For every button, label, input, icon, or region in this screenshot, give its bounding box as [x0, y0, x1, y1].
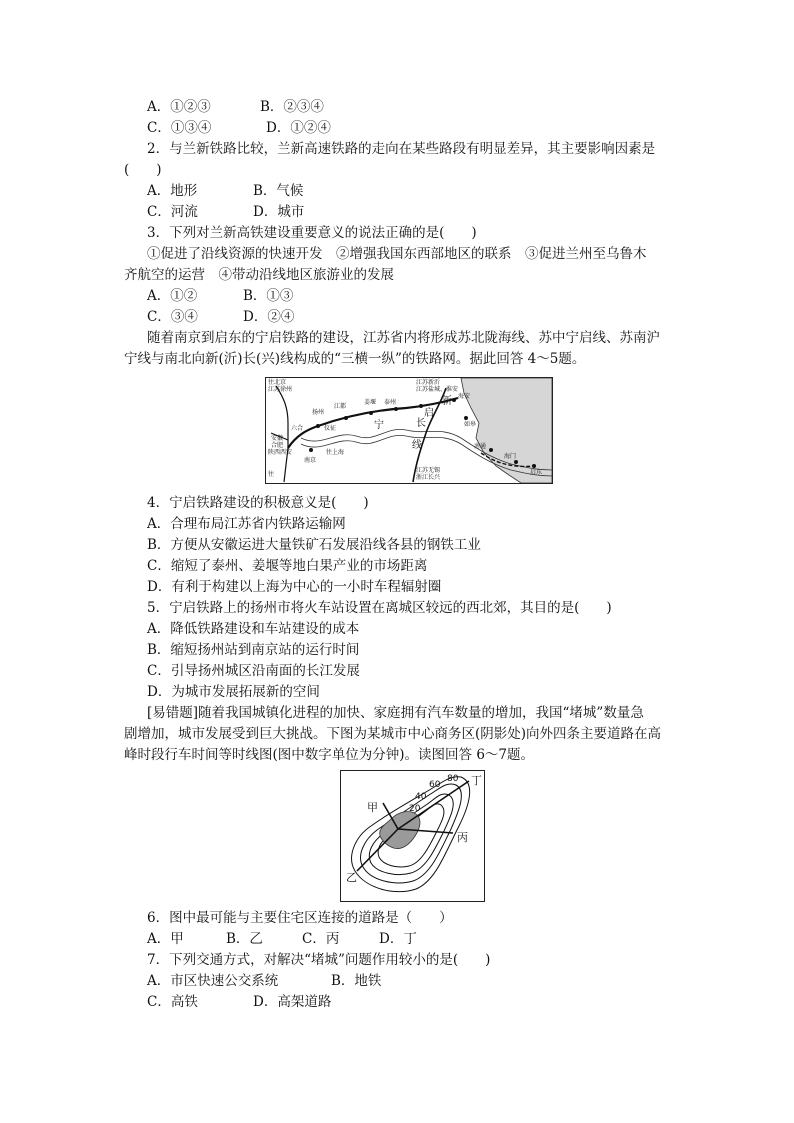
q6-option-c: C．丙 — [302, 931, 340, 947]
q5-stem: 5．宁启铁路上的扬州市将火车站设置在离城区较远的西北郊，其目的是( ) — [147, 600, 612, 616]
q4-option-b: B．方便从安徽运进大量铁矿石发展沿线各县的钢铁工业 — [147, 537, 481, 553]
map1-label: 启 — [424, 408, 434, 419]
map1-label: 浙江长兴 — [416, 474, 441, 481]
map1-label: 扬州 — [312, 409, 325, 416]
q5-option-d: D．为城市发展拓展新的空间 — [147, 684, 320, 700]
map1-label: 如皋 — [464, 421, 477, 428]
q6-option-a: A．甲 — [147, 931, 184, 947]
q6-option-b: B．乙 — [226, 931, 263, 947]
map1-label: 江苏徐州 — [268, 386, 293, 393]
map1-label: 往北京 — [268, 379, 287, 386]
contour-label-40: 40 — [415, 792, 427, 802]
q1-option-d: D．①②④ — [266, 120, 331, 136]
q3-statements-cont: 齐航空的运营 ④带动沿线地区旅游业的发展 — [124, 267, 394, 283]
q1-option-c: C．①③④ — [147, 120, 212, 136]
intro-q6-7-cont2: 峰时段行车时间等时线图(图中数字单位为分钟)。读图回答 6～7题。 — [124, 747, 535, 763]
isochrone-map — [340, 770, 485, 902]
map1-label: 泰州 — [384, 399, 397, 406]
q6-stem: 6．图中最可能与主要住宅区连接的道路是（ ） — [147, 910, 453, 926]
q4-option-d: D．有利于构建以上海为中心的一小时车程辐射圈 — [147, 579, 442, 595]
map1-label: 江苏盐城、淮安 — [416, 386, 459, 393]
map1-label: 南京 — [304, 457, 317, 464]
q2-option-c: C．河流 — [147, 204, 198, 220]
map1-label: 启东 — [530, 469, 543, 476]
map1-label: 宁 — [374, 420, 384, 431]
q7-stem: 7．下列交通方式，对解决“堵城”问题作用较小的是( ) — [147, 952, 491, 968]
map1-label: 长 — [416, 418, 426, 429]
q3-option-b: B．①③ — [243, 288, 294, 304]
q1-option-a: A．①②③ — [147, 99, 211, 115]
q6-option-d: D．丁 — [379, 931, 417, 947]
map1-label: 姜堰 — [364, 399, 377, 406]
railway-map — [265, 377, 553, 484]
q2-stem-cont: ( ) — [124, 162, 162, 178]
map1-label: 江苏无锡 — [416, 467, 441, 474]
map1-label: 江苏新沂 — [416, 379, 441, 386]
q2-option-a: A．地形 — [147, 183, 198, 199]
railway-map-drawing — [266, 378, 552, 483]
q4-option-a: A．合理布局江苏省内铁路运输网 — [147, 516, 346, 532]
map1-label: 海安 — [458, 393, 471, 400]
isochrone-drawing — [341, 771, 484, 901]
q3-stem: 3．下列对兰新高铁建设重要意义的说法正确的是( ) — [147, 225, 477, 241]
map1-label: 线 — [412, 440, 422, 451]
map1-label: 新 — [442, 396, 452, 407]
q2-option-d: D．城市 — [253, 204, 305, 220]
road-label-ding: 丁 — [471, 774, 482, 787]
map1-label: 六合 — [291, 425, 304, 432]
map1-label: 南通 — [474, 443, 487, 450]
road-label-jia: 甲 — [367, 801, 378, 814]
road-label-yi: 乙 — [346, 871, 357, 884]
q3-option-a: A．①② — [147, 288, 198, 304]
contour-label-80: 80 — [447, 774, 459, 784]
contour-label-60: 60 — [429, 780, 441, 790]
q7-option-c: C．高铁 — [147, 994, 198, 1010]
intro-q4-5: 随着南京到启东的宁启铁路的建设，江苏省内将形成苏北陇海线、苏中宁启线、苏南沪 — [147, 330, 660, 346]
intro-q4-5-cont: 宁线与南北向新(沂)长(兴)线构成的“三横一纵”的铁路网。据此回答 4～5题。 — [124, 351, 586, 367]
map1-label: 安徽 — [271, 435, 284, 442]
q4-option-c: C．缩短了泰州、姜堰等地白果产业的市场距离 — [147, 558, 428, 574]
map1-label: 合肥 — [271, 442, 284, 449]
q3-statements: ①促进了沿线资源的快速开发 ②增强我国东西部地区的联系 ③促进兰州至乌鲁木 — [147, 246, 647, 262]
q1-option-b: B．②③④ — [260, 99, 324, 115]
q7-option-b: B．地铁 — [331, 973, 382, 989]
q2-option-b: B．气候 — [253, 183, 304, 199]
road-label-bing: 丙 — [457, 831, 468, 844]
q7-option-d: D．高架道路 — [253, 994, 332, 1010]
q5-option-c: C．引导扬州城区沿南面的长江发展 — [147, 663, 360, 679]
intro-q6-7-cont: 剧增加，城市发展受到巨大挑战。下图为某城市中心商务区(阴影处)向外四条主要道路在高 — [124, 726, 662, 742]
map1-label: 陕西西安 — [268, 449, 293, 456]
q5-option-a: A．降低铁路建设和车站建设的成本 — [147, 621, 360, 637]
map1-label: 往 — [268, 471, 275, 478]
map1-label: 仪征 — [324, 425, 337, 432]
q2-stem: 2．与兰新铁路比较，兰新高速铁路的走向在某些路段有明显差异，其主要影响因素是 — [147, 141, 656, 157]
q3-option-c: C．③④ — [147, 309, 198, 325]
map1-label: 江都 — [334, 403, 347, 410]
map1-label: 海门 — [504, 453, 517, 460]
q7-option-a: A．市区快速公交系统 — [147, 973, 279, 989]
intro-q6-7: [易错题]随着我国城镇化进程的加快、家庭拥有汽车数量的增加，我国“堵城”数量急 — [147, 705, 644, 721]
q3-option-d: D．②④ — [243, 309, 295, 325]
q4-stem: 4．宁启铁路建设的积极意义是( ) — [147, 495, 369, 511]
contour-label-20: 20 — [409, 804, 421, 814]
map1-label: 往上海 — [326, 449, 345, 456]
q5-option-b: B．缩短扬州站到南京站的运行时间 — [147, 642, 360, 658]
